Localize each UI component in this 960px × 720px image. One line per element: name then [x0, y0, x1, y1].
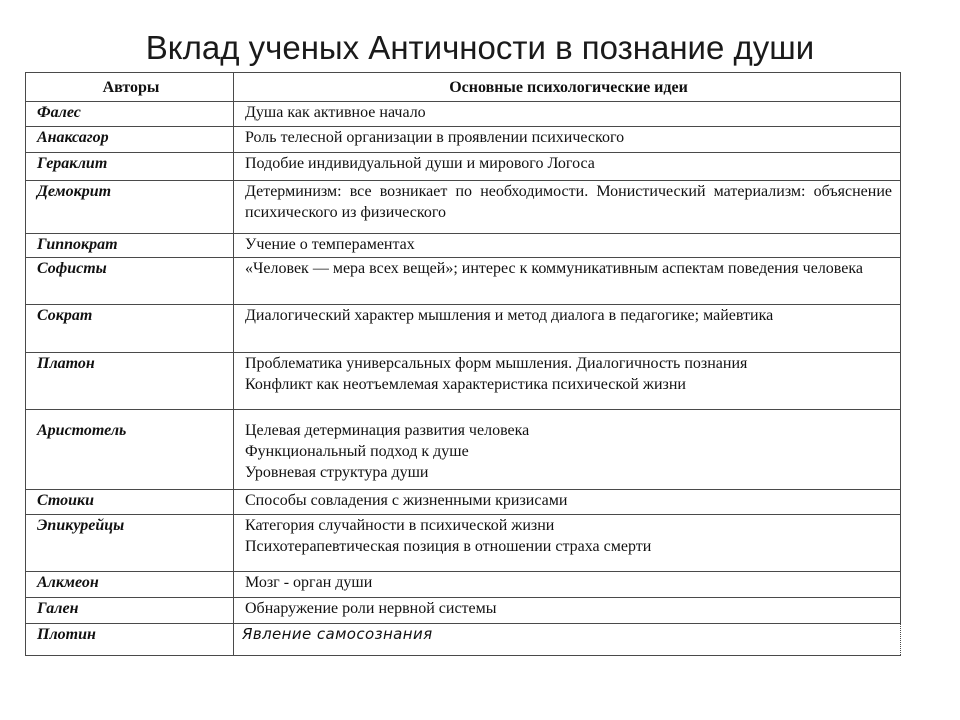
author-cell: Аристотель [26, 410, 234, 490]
ideas-cell [234, 572, 901, 598]
idea-line: Психотерапевтическая позиция в отношении страха смерти [245, 538, 652, 555]
table-row [26, 515, 901, 572]
header-ideas: Основные психологические идеи [234, 73, 901, 102]
author-cell: Стоики [26, 490, 234, 515]
idea-line: Душа как активное начало [245, 104, 426, 121]
ideas-cell [234, 490, 901, 515]
idea-line: Уровневая структура души [245, 464, 429, 481]
table-row [26, 234, 901, 258]
table-row [26, 258, 901, 305]
idea-line: Способы совладения с жизненными кризисами [245, 492, 568, 509]
table-row [26, 410, 901, 490]
table-row [26, 490, 901, 515]
table-header-row [26, 73, 901, 102]
table-row [26, 624, 901, 656]
author-cell: Эпикурейцы [26, 515, 234, 572]
ideas-table [25, 72, 901, 656]
idea-line: Диалогический характер мышления и метод диалога в педагогике; майевтика [245, 307, 774, 324]
ideas-cell [234, 234, 901, 258]
ideas-cell [234, 353, 901, 410]
ideas-cell [234, 305, 901, 353]
idea-line: Мозг - орган души [245, 574, 373, 591]
idea-line: Категория случайности в психической жизни [245, 517, 555, 534]
ideas-cell [234, 515, 901, 572]
table-row [26, 181, 901, 234]
ideas-cell [234, 258, 901, 305]
page-title: Вклад ученых Античности в познание души [145, 29, 815, 66]
idea-line: Роль телесной организации в проявлении психического [245, 129, 625, 146]
idea-line: Явление самосознания [242, 625, 433, 643]
author-cell: Софисты [26, 258, 234, 305]
ideas-cell [234, 153, 901, 181]
table-row [26, 127, 901, 153]
author-cell: Демокрит [26, 181, 234, 234]
ideas-cell [234, 102, 901, 127]
table-row [26, 572, 901, 598]
table-row [26, 102, 901, 127]
idea-line: Детерминизм: все возникает по необходимости. Монистический материализм: объяснение психического из физического [245, 183, 892, 221]
author-cell: Гиппократ [26, 234, 234, 258]
table-row [26, 598, 901, 624]
author-cell: Фалес [26, 102, 234, 127]
author-cell: Платон [26, 353, 234, 410]
table-row [26, 353, 901, 410]
table-row [26, 305, 901, 353]
idea-line: Конфликт как неотъемлемая характеристика психической жизни [245, 376, 686, 393]
ideas-cell [234, 624, 901, 656]
idea-line: «Человек — мера всех вещей»; интерес к коммуникативным аспектам поведения человека [245, 260, 863, 277]
ideas-cell [234, 181, 901, 234]
author-cell: Плотин [26, 624, 234, 656]
idea-line: Проблематика универсальных форм мышления. Диалогичность познания [245, 355, 748, 372]
idea-line: Подобие индивидуальной души и мирового Логоса [245, 155, 595, 172]
ideas-cell [234, 410, 901, 490]
author-cell: Сократ [26, 305, 234, 353]
author-cell: Гален [26, 598, 234, 624]
idea-line: Целевая детерминация развития человека [245, 422, 530, 439]
ideas-cell [234, 127, 901, 153]
ideas-cell [234, 598, 901, 624]
idea-line: Обнаружение роли нервной системы [245, 600, 497, 617]
header-authors: Авторы [26, 73, 234, 102]
idea-line: Функциональный подход к душе [245, 443, 469, 460]
table-row [26, 153, 901, 181]
author-cell: Гераклит [26, 153, 234, 181]
idea-line: Учение о темпераментах [245, 236, 415, 253]
author-cell: Алкмеон [26, 572, 234, 598]
author-cell: Анаксагор [26, 127, 234, 153]
